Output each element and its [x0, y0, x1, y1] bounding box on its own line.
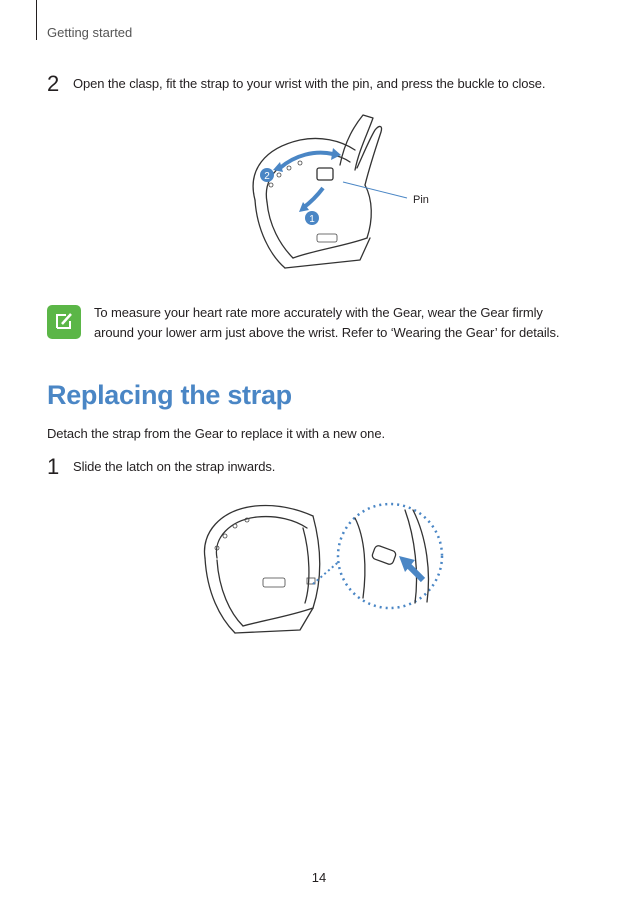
step-text: Open the clasp, fit the strap to your wrist with the pin, and press the buckle to close. — [73, 76, 546, 91]
pin-callout: Pin — [413, 194, 429, 206]
marker-2: 2 — [264, 171, 270, 182]
marker-1: 1 — [309, 214, 315, 225]
note-icon — [47, 305, 81, 339]
step-number: 2 — [47, 71, 60, 96]
step-1 — [47, 455, 275, 479]
watch-clasp-illustration — [245, 110, 445, 285]
section-title: Replacing the strap — [47, 380, 292, 410]
page-number: 14 — [311, 870, 327, 885]
section-intro: Detach the strap from the Gear to replace it with a new one. — [47, 426, 385, 441]
note-text: To measure your heart rate more accurately with the Gear, wear the Gear firmly around your lower arm just above the wrist. Refer to ‘Wearing the Gear’ for details. — [94, 305, 560, 340]
page-margin-line — [36, 0, 37, 40]
step-2 — [47, 72, 545, 96]
step-number: 1 — [47, 454, 60, 479]
section-header: Getting started — [47, 25, 133, 40]
note — [47, 303, 574, 343]
step-text: Slide the latch on the strap inwards. — [73, 459, 276, 474]
strap-latch-illustration — [195, 498, 445, 648]
